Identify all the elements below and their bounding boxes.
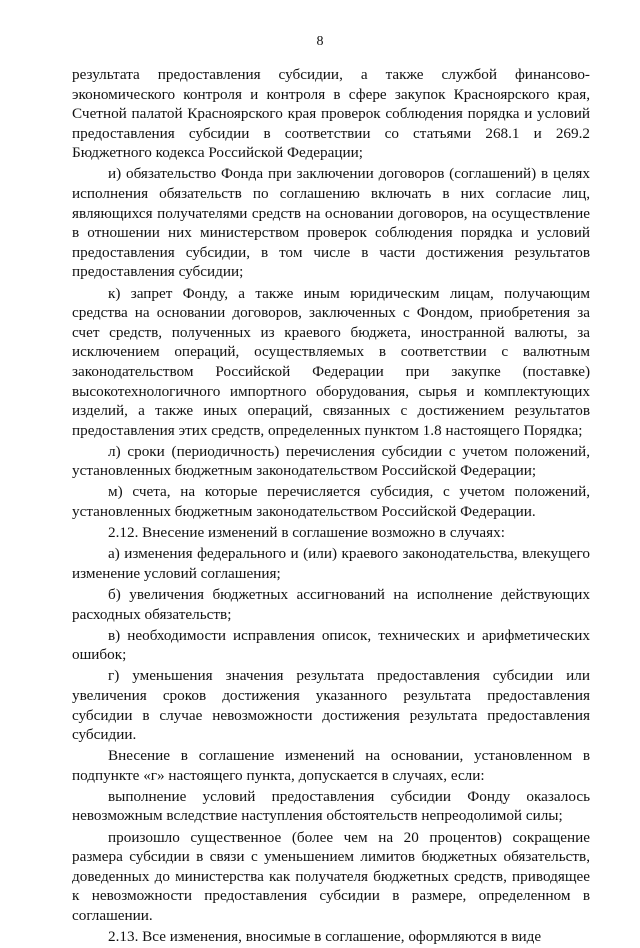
paragraph-2-13: 2.13. Все изменения, вносимые в соглашение, оформляются в виде (108, 928, 542, 946)
paragraph-subsidy-control: результата предоставления субсидии, а также службой финансово-экономического контроля и контроля в сфере закупок Красноярского края, Счетной палатой Красноярского края проверок соблюдения порядка и условий предоставления субсидии в соответствии со статьями 268.1 и 269.2 Бюджетного кодекса Российской Федерации; (72, 66, 590, 162)
paragraph-amendment-basis: Внесение в соглашение изменений на основании, установленном в подпункте «г» настоящего пункта, допускается в случаях, если: (72, 747, 590, 784)
paragraph-2-12: 2.12. Внесение изменений в соглашение возможно в случаях: (108, 524, 505, 542)
page-number: 8 (316, 34, 324, 49)
paragraph-item-g: г) уменьшения значения результата предоставления субсидии или увеличения сроков достижения указанного результата предоставления субсидии в случае невозможности достижения результата предоставления субсидии. (72, 667, 590, 744)
paragraph-force-majeure: выполнение условий предоставления субсидии Фонду оказалось невозможным вследствие наступления обстоятельств непреодолимой силы; (72, 787, 590, 825)
paragraph-item-a: а) изменения федерального и (или) краевого законодательства, влекущего изменение условий соглашения; (72, 545, 590, 582)
paragraph-item-v: в) необходимости исправления описок, технических и арифметических ошибок; (72, 626, 590, 664)
paragraph-item-l: л) сроки (периодичность) перечисления субсидии с учетом положений, установленных бюджетным законодательством Российской Федерации; (72, 442, 590, 480)
paragraph-item-k: к) запрет Фонду, а также иным юридическим лицам, получающим средства на основании договоров, заключенных с Фондом, приобретения за счет средств, полученных из краевого бюджета, иностранной валюты, за исключением операций, осуществляемых в соответствии с валютным законодательством Российской Федерации при закупке (поставке) высокотехнологичного импортного оборудования, сырья и комплектующих изделий, а также иных операций, связанных с достижением результатов предоставления этих средств, определенных пунктом 1.8 настоящего Порядка; (72, 284, 590, 439)
document-body (72, 65, 590, 948)
paragraph-item-i: и) обязательство Фонда при заключении договоров (соглашений) в целях исполнения обязательств по соглашению включать в них согласие лиц, являющихся получателями средств на основании договоров, на осуществление в отношении них министерством проверок соблюдения порядка и условий предоставления субсидии, в том числе в части достижения результатов предоставления субсидии; (72, 165, 590, 281)
paragraph-budget-reduction: произошло существенное (более чем на 20 процентов) сокращение размера субсидии в связи с уменьшением лимитов бюджетных обязательств, доведенных до министерства как получателя бюджетных средств, приводящее к невозможности предоставления субсидии в размере, определенном в соглашении. (72, 828, 590, 924)
paragraph-item-m: м) счета, на которые перечисляется субсидия, с учетом положений, установленных бюджетным законодательством Российской Федерации. (72, 483, 590, 521)
paragraph-item-b: б) увеличения бюджетных ассигнований на исполнение действующих расходных обязательств; (72, 585, 590, 623)
